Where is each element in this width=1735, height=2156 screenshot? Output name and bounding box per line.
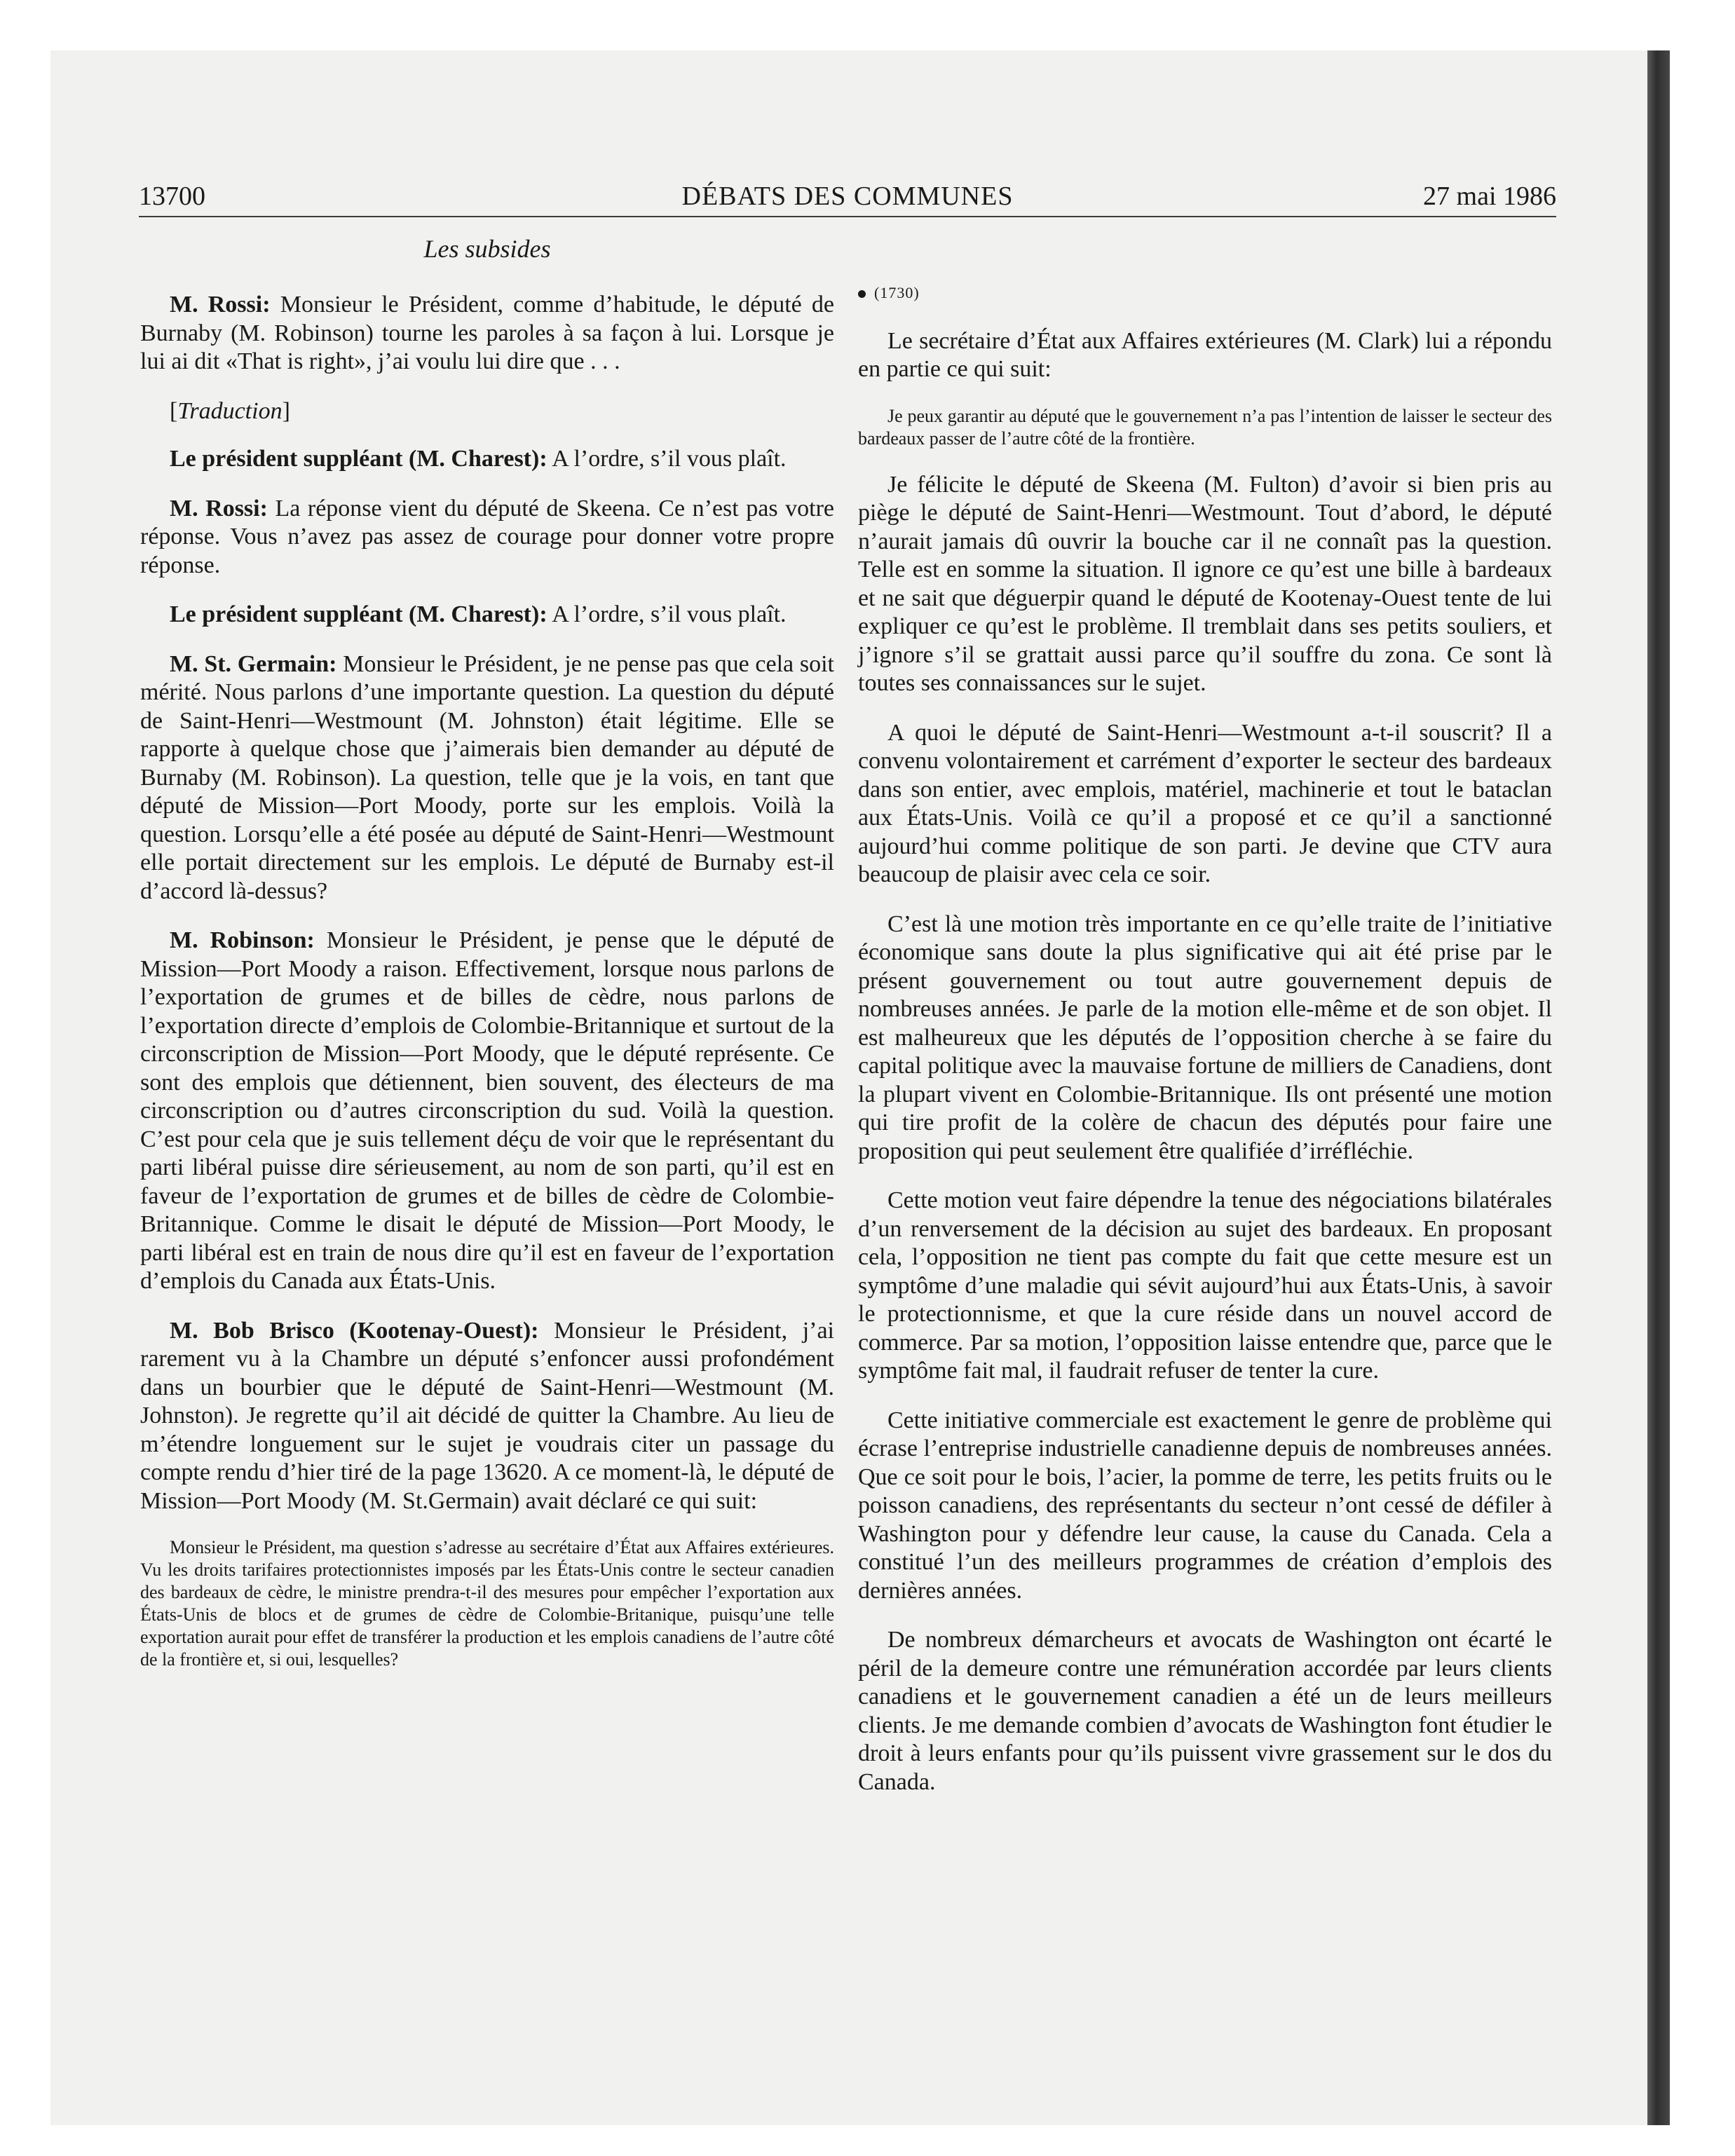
paragraph [140, 495, 834, 580]
speech-text: Monsieur le Président, comme d’habitude, le député de Burnaby (M. Robinson) tourne les paroles à sa façon à lui. Lorsque je lui ai dit «That is right», j’ai voulu lui dire que . . . [140, 292, 834, 374]
block-quote: Je peux garantir au député que le gouvernement n’a pas l’intention de laisser le secteur des bardeaux passer de l’autre côté de la frontière. [858, 405, 1552, 449]
speech-text: La réponse vient du député de Skeena. Ce n’est pas votre réponse. Vous n’avez pas assez de courage pour donner votre propre réponse. [140, 495, 834, 578]
speech-text: Monsieur le Président, je ne pense pas que cela soit mérité. Nous parlons d’une importante question. La question du député de Saint-Henri—Westmount (M. Johnston) était légitime. Elle se rapporte à quelque chose que j’aimerais bien demander au député de Burnaby (M. Robinson). La question, telle que je la vois, en tant que député de Mission—Port Moody, porte sur les emplois. Voilà la question. Lorsqu’elle a été posée au député de Saint-Henri—Westmount elle portait directement sur les emplois. Le député de Burnaby est-il d’accord là-dessus? [140, 650, 835, 904]
paragraph: Cette initiative commerciale est exactement le genre de problème qui écrase l’entreprise industrielle canadienne depuis de nombreuses années. Que ce soit pour le bois, l’acier, la pomme de terre, les petits fruits ou le poisson canadiens, des représentants du secteur n’ont cessé de défiler à Washington pour y défendre leur cause, la cause du Canada. Cela a constitué l’un des meilleurs programmes de création d’emplois des dernières années. [858, 1407, 1552, 1604]
paragraph [140, 445, 834, 474]
right-column [858, 279, 1552, 1817]
page-number: 13700 [139, 182, 205, 211]
paragraph [140, 927, 834, 1296]
page-header [139, 181, 1556, 217]
paragraph: De nombreux démarcheurs et avocats de Washington ont écarté le péril de la demeure contre une rémunération accordée par leurs clients canadiens et le gouvernement canadien a été un de leurs meilleurs clients. Je me demande combien d’avocats de Washington font étudier le droit à leurs enfants pour qu’ils puissent vivre grassement sur le dos du Canada. [858, 1627, 1552, 1795]
paragraph: C’est là une motion très importante en ce qu’elle traite de l’initiative économique sans doute la plus significative qui ait été prise par le présent gouvernement ou tout autre gouvernement depuis de nombreuses années. Je parle de la motion elle-même et de son objet. Il est malheureux que les députés de l’opposition cherche à se faire du capital politique avec la mauvaise fortune de milliers de Canadiens, dont la plupart vivent en Colombie-Britannique. Ils ont présenté une motion qui tire profit de la colère de chacun des députés pour faire une proposition qui peut seulement être qualifiée d’irréfléchie. [858, 910, 1552, 1164]
publication-title: DÉBATS DES COMMUNES [681, 182, 1014, 211]
time-marker [858, 279, 1552, 308]
translation-note: [Traduction] [170, 397, 290, 424]
translation-label: Traduction [177, 397, 283, 424]
speaker-name: Le président suppléant (M. Charest): [170, 446, 547, 472]
time-text: (1730) [874, 284, 920, 301]
paragraph: Le secrétaire d’État aux Affaires extérieures (M. Clark) lui a répondu en partie ce qui suit: [858, 327, 1552, 382]
speaker-name: M. Rossi: [170, 495, 268, 521]
paragraph [140, 1317, 834, 1516]
block-quote: Monsieur le Président, ma question s’adresse au secrétaire d’État aux Affaires extérieures. Vu les droits tarifaires protectionnistes imposés par les États-Unis contre le secteur canadien des bardeaux de cèdre, le ministre prendra-t-il des mesures pour empêcher l’exportation aux États-Unis de blocs et de grumes de cèdre de Colombie-Britanique, puisqu’une telle exportation aurait pour effet de transférer la production et les emplois canadiens de l’autre côté de la frontière et, si oui, lesquelles? [140, 1537, 834, 1670]
speech-text: A l’ordre, s’il vous plaît. [547, 601, 787, 627]
section-title: Les subsides [423, 235, 551, 263]
speech-text: A l’ordre, s’il vous plaît. [547, 446, 787, 472]
scan-edge-shadow [1647, 50, 1670, 2125]
speaker-name: M. Rossi: [170, 292, 271, 318]
paragraph: A quoi le député de Saint-Henri—Westmount a-t-il souscrit? Il a convenu volontairement et carrément d’exporter le secteur des bardeaux dans son entier, avec emplois, matériel, machinerie et tout le bataclan aux États-Unis. Voilà ce qu’il a proposé et ce qu’il a sanctionné aujourd’hui comme politique de son parti. Je devine que CTV aura beaucoup de plaisir avec cela ce soir. [858, 719, 1552, 887]
speaker-name: M. St. Germain: [170, 650, 337, 677]
left-column [140, 235, 834, 1692]
page-date: 27 mai 1986 [1423, 182, 1556, 211]
paragraph [140, 291, 834, 376]
speaker-name: M. Bob Brisco (Kootenay-Ouest): [170, 1317, 539, 1344]
speaker-name: Le président suppléant (M. Charest): [170, 601, 547, 627]
speaker-name: M. Robinson: [170, 927, 315, 953]
paragraph [140, 601, 834, 629]
speech-text: Monsieur le Président, j’ai rarement vu à la Chambre un député s’enfoncer aussi profondément dans un bourbier que le député de Saint-Henri—Westmount (M. Johnston). Je regrette qu’il ait décidé de quitter la Chambre. Au lieu de m’étendre longuement sur le sujet je voudrais citer un passage du compte rendu d’hier tiré de la page 13620. A ce moment-là, le député de Mission—Port Moody (M. St.Germain) avait déclaré ce qui suit: [140, 1317, 834, 1514]
paragraph [140, 650, 834, 906]
bullet-icon [858, 290, 866, 298]
paragraph: Cette motion veut faire dépendre la tenue des négociations bilatérales d’un renversement de la décision au sujet des bardeaux. En proposant cela, l’opposition ne tient pas compte du fait que cette mesure est un symptôme d’une maladie qui sévit aujourd’hui aux États-Unis, à savoir le protectionnisme, et que la cure réside dans un nouvel accord de commerce. Par sa motion, l’opposition laisse entendre que, parce que le symptôme fait mal, il faudrait refuser de tenter la cure. [858, 1187, 1552, 1384]
paragraph: Je félicite le député de Skeena (M. Fulton) d’avoir si bien pris au piège le député de Saint-Henri—Westmount. Tout d’abord, le député n’aurait jamais dû ouvrir la bouche car il ne connaît pas la question. Telle est en somme la situation. Il ignore ce qu’est une bille à bardeaux et ne sait que déguerpir quand le député de Kootenay-Ouest tente de lui expliquer ce qu’est le problème. Il tremblait dans ses petits souliers, et j’ignore s’il se grattait aussi parce qu’il souffre du zona. Ce sont là toutes ses connaissances sur le sujet. [858, 471, 1552, 696]
speech-text: Monsieur le Président, je pense que le député de Mission—Port Moody a raison. Effectivement, lorsque nous parlons de l’exportation de grumes et de billes de cèdre, nous parlons de l’exportation directe d’emplois de Colombie-Britannique et surtout de la circonscription de Mission—Port Moody, que le député représente. Ce sont des emplois que détiennent, bien souvent, des électeurs de ma circonscription ou d’autres circonscription du sud. Voilà la question. C’est pour cela que je suis tellement déçu de voir que le représentant du parti libéral puisse dire sérieusement, au nom de son parti, qu’il est en faveur de l’exportation de grumes et de billes de cèdre de Colombie-Britannique. Comme le disait le député de Mission—Port Moody, le parti libéral est en train de nous dire qu’il est en faveur de l’exportation d’emplois du Canada aux États-Unis. [140, 927, 834, 1294]
